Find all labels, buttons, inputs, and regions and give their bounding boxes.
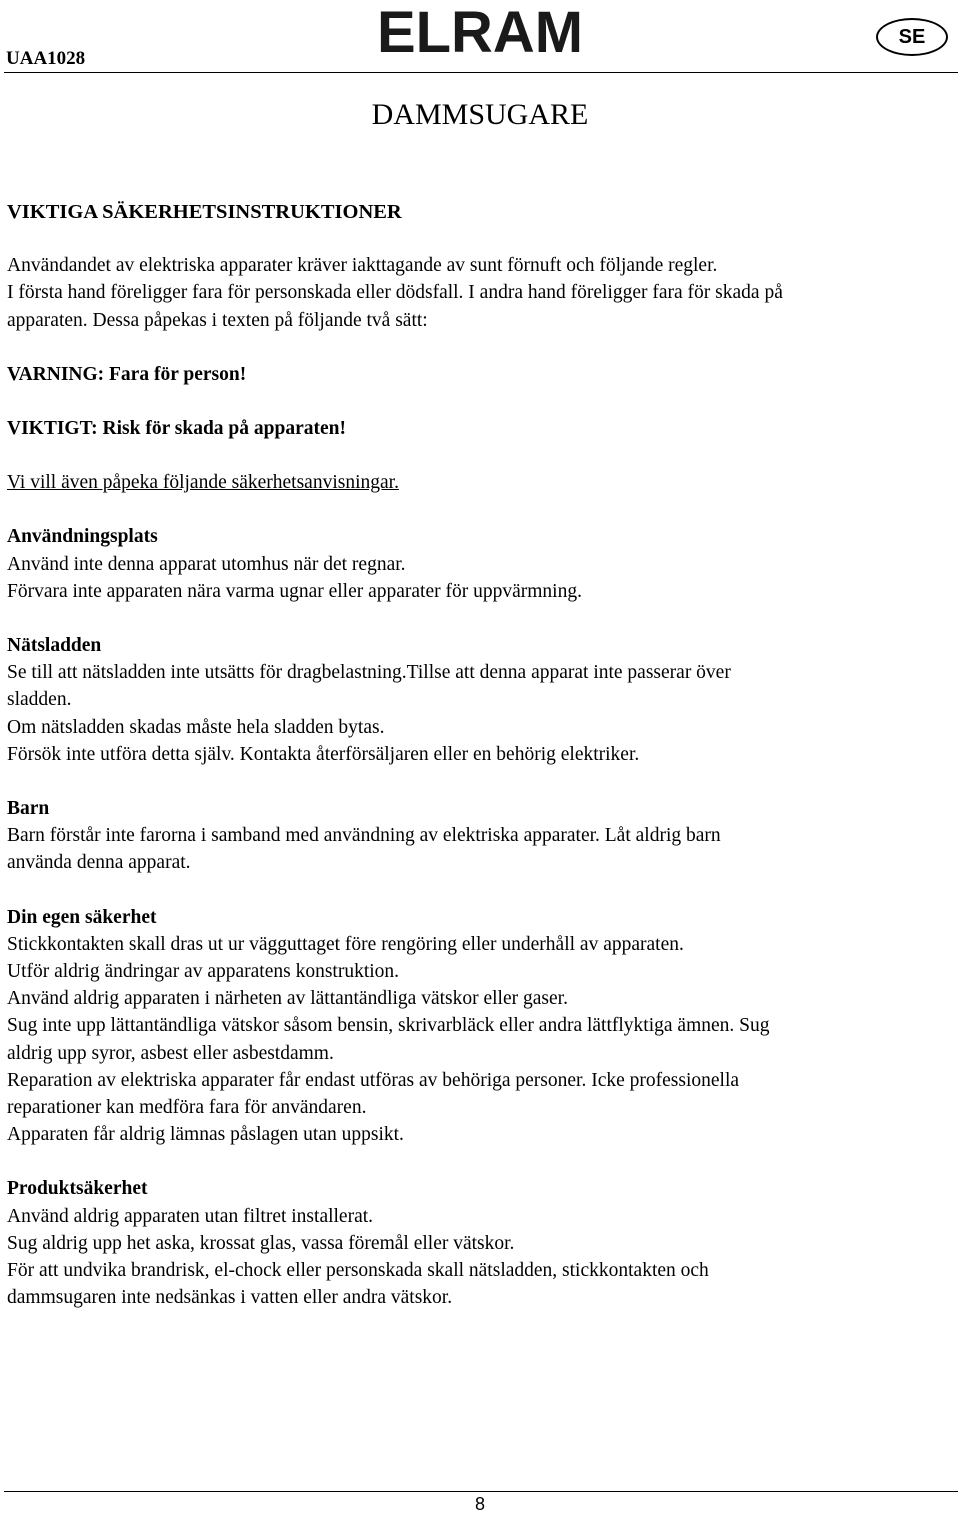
elram-logo: [374, 6, 586, 58]
important-line: VIKTIGT: Risk för skada på apparaten!: [7, 418, 346, 440]
text-line: Utför aldrig ändringar av apparatens konstruktion.: [7, 961, 400, 983]
section-personal-safety: [7, 904, 952, 1149]
text-line: Apparaten får aldrig lämnas påslagen utan uppsikt.: [7, 1124, 404, 1146]
document-body: [7, 199, 952, 1312]
text-line: Om nätsladden skadas måste hela sladden bytas.: [7, 716, 385, 738]
text-line: aldrig upp syror, asbest eller asbestdamm.: [7, 1042, 334, 1064]
text-line: apparaten. Dessa påpekas i texten på följande två sätt:: [7, 309, 428, 331]
language-badge: SE: [876, 18, 948, 56]
footer-divider: [4, 1491, 958, 1492]
text-line: sladden.: [7, 689, 72, 711]
note-line: Vi vill även påpeka följande säkerhetsanvisningar.: [7, 472, 399, 494]
text-line: Förvara inte apparaten nära varma ugnar eller apparater för uppvärmning.: [7, 580, 582, 602]
text-line: Reparation av elektriska apparater får endast utföras av behöriga personer. Icke professionella: [7, 1069, 740, 1091]
text-line: Använd inte denna apparat utomhus när det regnar.: [7, 553, 406, 575]
text-line: Försök inte utföra detta själv. Kontakta återförsäljaren eller en behörig elektriker.: [7, 743, 640, 765]
text-line: Sug inte upp lättantändliga vätskor såsom bensin, skrivarbläck eller andra lättflyktiga ämnen. Sug: [7, 1015, 770, 1037]
section-usage-place: [7, 523, 952, 605]
header-divider: [4, 72, 958, 73]
text-line: Se till att nätsladden inte utsätts för dragbelastning.Tillse att denna apparat inte passerar över: [7, 662, 731, 684]
section-heading: Produktsäkerhet: [7, 1178, 148, 1200]
main-heading: VIKTIGA SÄKERHETSINSTRUKTIONER: [7, 201, 402, 223]
text-line: I första hand föreligger fara för personskada eller dödsfall. I andra hand föreligger fara för skada på: [7, 282, 783, 304]
section-heading: Barn: [7, 798, 50, 820]
model-number: UAA1028: [6, 48, 86, 69]
section-heading: Nätsladden: [7, 635, 102, 657]
warning-line: VARNING: Fara för person!: [7, 363, 247, 385]
text-line: För att undvika brandrisk, el-chock eller personskada skall nätsladden, stickkontakten och: [7, 1260, 709, 1282]
text-line: Barn förstår inte farorna i samband med användning av elektriska apparater. Låt aldrig barn: [7, 825, 721, 847]
section-heading: Din egen säkerhet: [7, 906, 157, 928]
text-line: Användandet av elektriska apparater kräver iakttagande av sunt förnuft och följande regler.: [7, 255, 718, 277]
text-line: använda denna apparat.: [7, 852, 191, 874]
section-product-safety: [7, 1175, 952, 1311]
text-line: Stickkontakten skall dras ut ur vägguttaget före rengöring eller underhåll av apparaten.: [7, 933, 684, 955]
svg-text:ELRAM: ELRAM: [377, 6, 583, 58]
section-children: [7, 795, 952, 877]
section-heading: Användningsplats: [7, 526, 158, 548]
page-header: [0, 0, 960, 76]
text-line: dammsugaren inte nedsänkas i vatten eller andra vätskor.: [7, 1287, 453, 1309]
page-number: 8: [474, 1494, 485, 1514]
document-title: DAMMSUGARE: [371, 98, 589, 131]
text-line: Sug aldrig upp het aska, krossat glas, vassa föremål eller vätskor.: [7, 1232, 515, 1254]
section-power-cord: [7, 632, 952, 768]
text-line: reparationer kan medföra fara för användaren.: [7, 1097, 367, 1119]
text-line: Använd aldrig apparaten utan filtret installerat.: [7, 1205, 374, 1227]
intro-paragraph: [7, 252, 952, 334]
text-line: Använd aldrig apparaten i närheten av lättantändliga vätskor eller gaser.: [7, 988, 568, 1010]
